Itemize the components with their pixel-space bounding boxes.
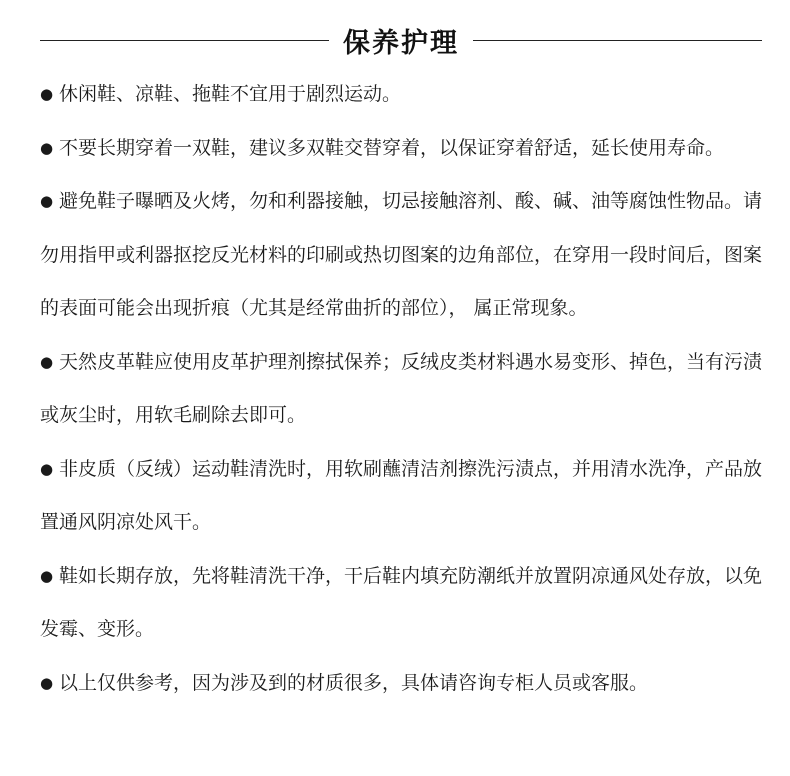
care-item-text: 鞋如长期存放，先将鞋清洗干净，干后鞋内填充防潮纸并放置阴凉通风处存放，以免发霉、变形。 — [40, 564, 763, 640]
bullet-icon: ● — [40, 85, 54, 103]
care-item — [40, 175, 764, 336]
right-divider — [473, 40, 762, 41]
bullet-icon: ● — [40, 673, 54, 692]
care-item — [40, 550, 764, 657]
care-item-text: 天然皮革鞋应使用皮革护理剂擦拭保养；反绒皮类材料遇水易变形、掉色，当有污渍或灰尘时，用软毛刷除去即可。 — [40, 350, 763, 426]
bullet-icon: ● — [40, 459, 54, 478]
care-item-text: 以上仅供参考，因为涉及到的材质很多，具体请咨询专柜人员或客服。 — [59, 671, 649, 694]
section-header — [40, 22, 762, 58]
care-item-text: 避免鞋子曝晒及火烤，勿和利器接触，切忌接触溶剂、酸、碱、油等腐蚀性物品。请勿用指甲或利器抠挖反光材料的印刷或热切图案的边角部位，在穿用一段时间后，图案的表面可能会出现折痕（尤其是经常曲折的部位）， 属正常现象。 — [40, 190, 763, 319]
left-divider — [40, 40, 329, 41]
care-item-text: 休闲鞋、凉鞋、拖鞋不宜用于剧烈运动。 — [59, 83, 402, 105]
care-item — [40, 657, 764, 711]
bullet-icon: ● — [40, 352, 54, 371]
bullet-icon: ● — [40, 138, 54, 157]
care-item — [40, 443, 764, 550]
bullet-icon: ● — [40, 192, 54, 210]
care-instructions — [40, 68, 764, 710]
care-item — [40, 122, 764, 176]
page-title: 保养护理 — [343, 27, 459, 59]
care-item-text: 非皮质（反绒）运动鞋清洗时，用软刷蘸清洁剂擦洗污渍点，并用清水洗净，产品放置通风阴凉处风干。 — [40, 457, 763, 533]
care-item — [40, 336, 764, 443]
bullet-icon: ● — [40, 566, 54, 585]
care-item-text: 不要长期穿着一双鞋，建议多双鞋交替穿着，以保证穿着舒适，延长使用寿命。 — [59, 136, 725, 159]
care-item — [40, 68, 764, 122]
